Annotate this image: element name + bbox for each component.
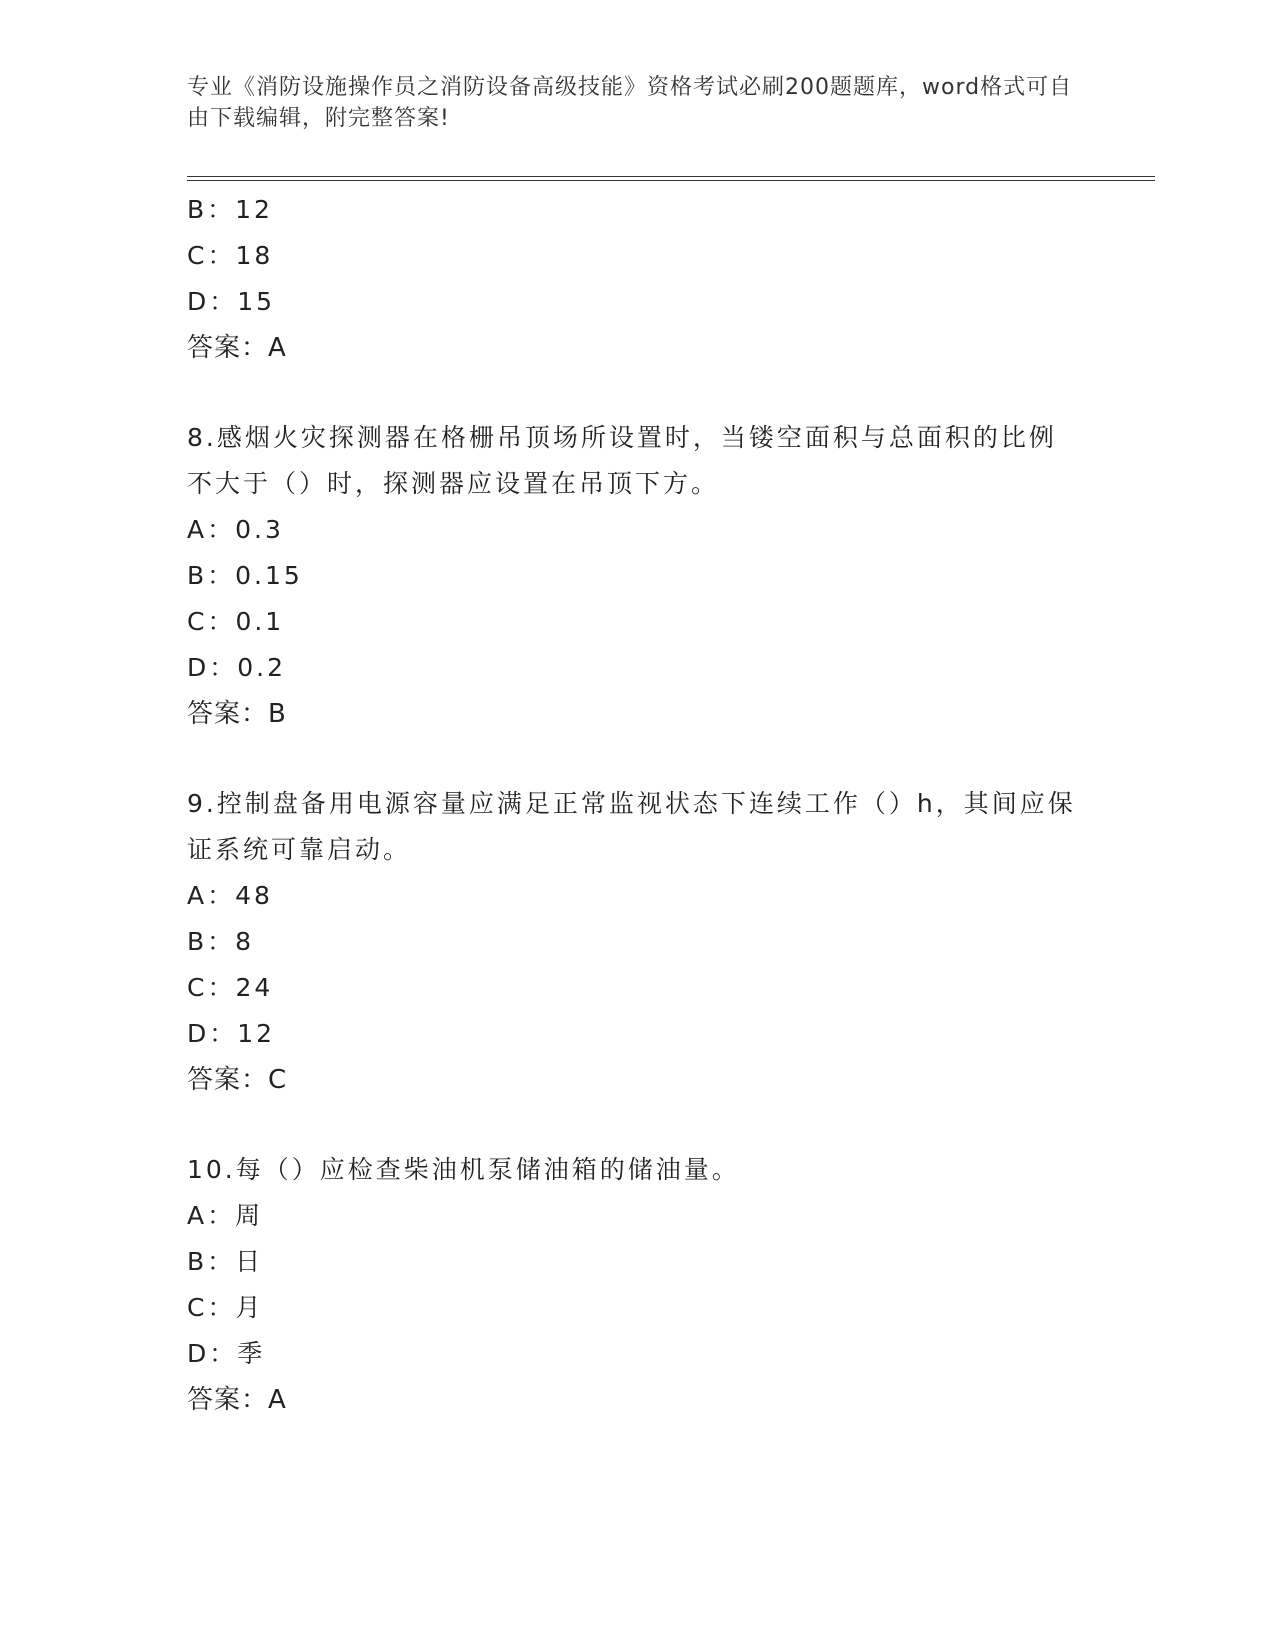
question-10-option-d: D：季 [187, 1339, 266, 1368]
header-divider [187, 176, 1155, 181]
page-header-title: 专业《消防设施操作员之消防设备高级技能》资格考试必刷200题题库，word格式可自由下载编辑，附完整答案! [187, 75, 1073, 131]
document-content [187, 187, 1087, 1423]
question-9-block [187, 781, 1087, 1103]
question-8-option-d: D：0.2 [187, 653, 287, 682]
question-9-answer: 答案：C [187, 1065, 288, 1095]
question-8-option-b: B：0.15 [187, 561, 303, 590]
question-9-option-b: B：8 [187, 927, 255, 956]
question-9-text: 9.控制盘备用电源容量应满足正常监视状态下连续工作（）h，其间应保证系统可靠启动。 [187, 789, 1076, 864]
question-8-text: 8.感烟火灾探测器在格栅吊顶场所设置时，当镂空面积与总面积的比例不大于（）时，探测器应设置在吊顶下方。 [187, 423, 1057, 498]
question-10-answer: 答案：A [187, 1385, 287, 1415]
question-continued-block [187, 187, 1087, 371]
question-9-option-d: D：12 [187, 1019, 276, 1048]
question-9-option-c: C：24 [187, 973, 274, 1002]
question-10-option-c: C：月 [187, 1293, 264, 1322]
question-8-answer: 答案：B [187, 699, 287, 729]
question-8-block [187, 415, 1087, 737]
option-d: D：15 [187, 287, 276, 316]
question-10-block [187, 1147, 1087, 1423]
option-c: C：18 [187, 241, 274, 270]
answer-line: 答案：A [187, 333, 287, 363]
question-8-option-a: A：0.3 [187, 515, 284, 544]
question-10-option-b: B：日 [187, 1247, 264, 1276]
question-10-text: 10.每（）应检查柴油机泵储油箱的储油量。 [187, 1155, 740, 1184]
option-b: B：12 [187, 195, 273, 224]
question-8-option-c: C：0.1 [187, 607, 285, 636]
question-10-option-a: A：周 [187, 1201, 264, 1230]
question-9-option-a: A：48 [187, 881, 273, 910]
